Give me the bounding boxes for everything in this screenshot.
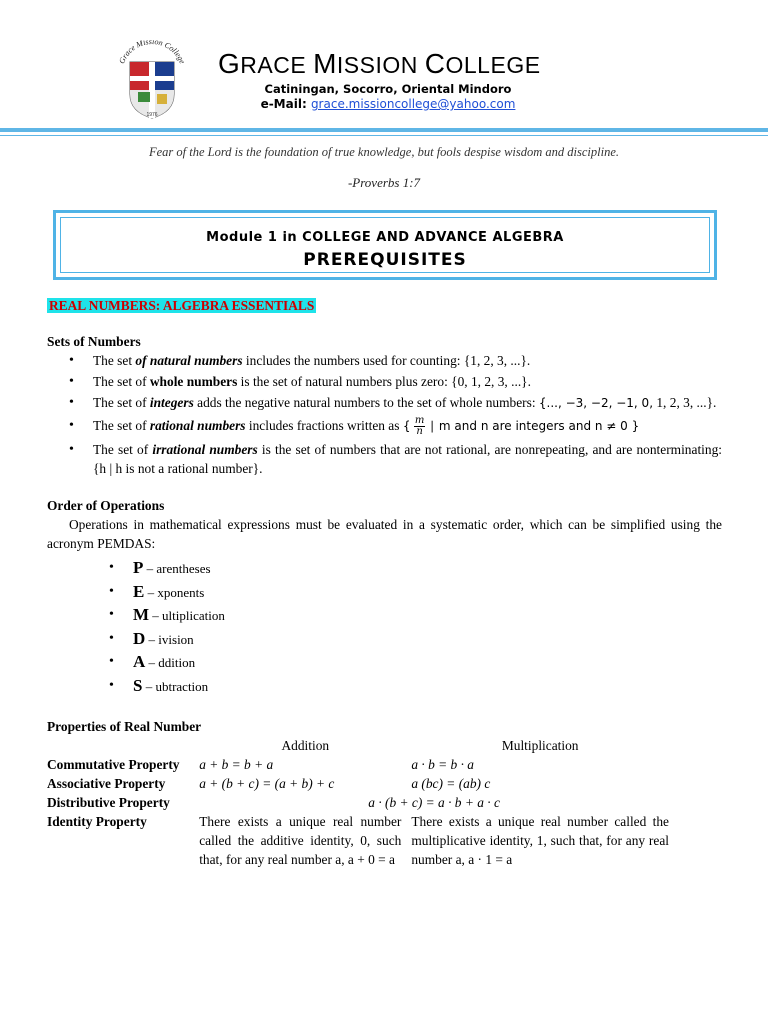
list-item: • E – xponents xyxy=(133,581,722,605)
list-item: • S – ubtraction xyxy=(133,675,722,699)
table-row: Associative Property a + (b + c) = (a + b) + c a (bc) = (ab) c xyxy=(47,776,491,792)
table-header-row xyxy=(47,736,669,755)
list-item: • A – ddition xyxy=(133,651,722,675)
list-item: • The set of integers adds the negative natural numbers to the set of whole numbers: {..., −3, −2, −1, 0, 1, 2, 3, ...}. xyxy=(93,393,722,413)
email-link[interactable]: grace.missioncollege@yahoo.com xyxy=(310,97,516,111)
logo-arc-text: Grace Mission College xyxy=(117,40,187,66)
sets-heading: Sets of Numbers xyxy=(47,334,141,349)
section-title: REAL NUMBERS: ALGEBRA ESSENTIALS xyxy=(49,298,315,313)
logo-year: 1976 xyxy=(146,112,158,118)
header-rule-thin xyxy=(0,135,768,136)
col-addition: Addition xyxy=(281,738,330,754)
properties-heading: Properties of Real Number xyxy=(47,719,202,735)
main-content xyxy=(47,296,722,869)
list-item: • D – ivision xyxy=(133,628,722,652)
table-row: Commutative Property a + b = b + a a · b = b · a xyxy=(47,757,474,773)
module-title-box-inner xyxy=(60,217,710,273)
order-heading: Order of Operations xyxy=(47,498,165,514)
properties-table xyxy=(47,736,669,869)
module-title: PREREQUISITES xyxy=(303,250,467,270)
pemdas-list xyxy=(47,557,722,698)
module-subtitle: Module 1 in COLLEGE AND ADVANCE ALGEBRA xyxy=(206,230,564,245)
fraction-m-over-n: $\frac{m}{n}$ xyxy=(414,415,425,438)
email-label: e-Mail: xyxy=(260,97,311,111)
list-item: • The set of irrational numbers is the set of numbers that are not rational, are nonrepeating, and are nonterminating: {h | h is not a rational number}. xyxy=(93,440,722,478)
list-item: • The set of natural numbers includes the numbers used for counting: {1, 2, 3, ...}. xyxy=(93,351,722,370)
table-row: Distributive Property a · (b + c) = a · b + a · c xyxy=(47,795,500,811)
bible-quote: Fear of the Lord is the foundation of true knowledge, but fools despise wisdom and discipline. xyxy=(149,145,619,159)
col-multiplication: Multiplication xyxy=(501,738,579,754)
college-name: GRACE MISSION COLLEGE xyxy=(218,48,541,79)
bible-verse: -Proverbs 1:7 xyxy=(347,175,421,190)
list-item: • The set of whole numbers is the set of natural numbers plus zero: {0, 1, 2, 3, ...}. xyxy=(93,372,722,391)
college-logo xyxy=(104,40,200,120)
module-title-box xyxy=(53,210,717,280)
list-item: • The set of rational numbers includes fractions written as { $\frac{m}{n}$ ∣ m and n are integers and n ≠ 0 } xyxy=(93,416,722,437)
list-item: • P – arentheses xyxy=(133,557,722,581)
order-paragraph: Operations in mathematical expressions must be evaluated in a systematic order, which can be simplified using the acronym PEMDAS: xyxy=(47,517,722,552)
list-item: • M – ultiplication xyxy=(133,604,722,628)
table-row: Identity Property There exists a unique real number called the additive identity, 0, such that, for any real number a, a + 0 = a There exists a unique real number called the multiplicative identity, 1, such that, for any real number a, a · 1 = a xyxy=(47,814,669,868)
sets-list xyxy=(47,351,722,478)
college-email xyxy=(218,97,558,111)
college-address: Catiningan, Socorro, Oriental Mindoro xyxy=(264,82,512,96)
header-rule-thick xyxy=(0,128,768,132)
